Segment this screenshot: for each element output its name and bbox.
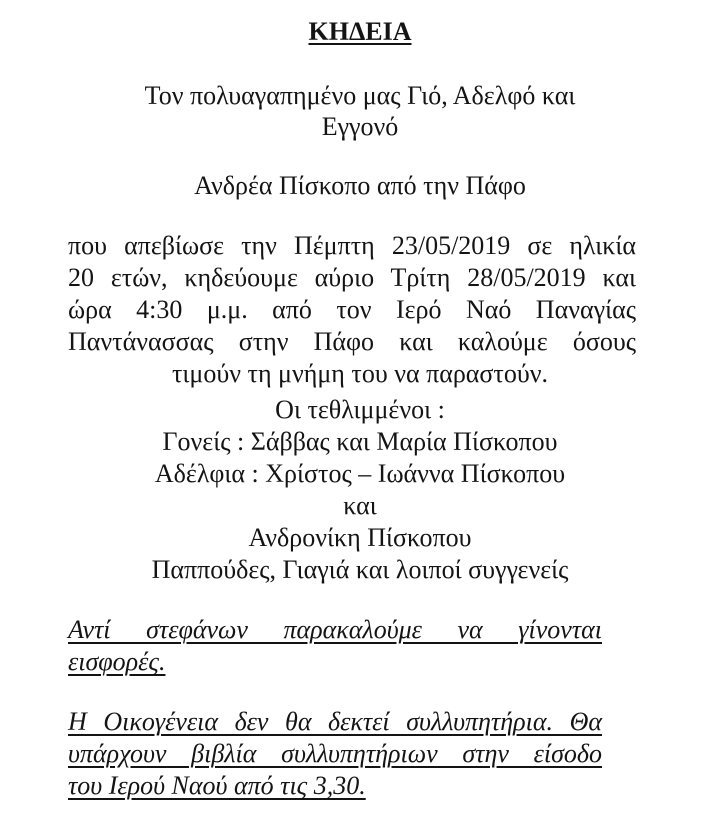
deceased-name-line: Ανδρέα Πίσκοπο από την Πάφο: [194, 171, 526, 200]
condolence-note-line-3: του Ιερού Ναού από τις 3,30.: [68, 771, 366, 800]
notice-title: ΚΗΔΕΙΑ: [308, 17, 412, 46]
mourners-parents: Γονείς : Σάββας και Μαρία Πίσκοπου: [162, 427, 558, 456]
wreath-note-line-2: εισφορές.: [68, 647, 166, 676]
intro-line-1: Τον πολυαγαπημένο μας Γιό, Αδελφό και: [144, 81, 576, 110]
mourners-sibling-extra: Ανδρονίκη Πίσκοπου: [248, 523, 472, 552]
intro-line-2: Εγγονό: [321, 112, 399, 141]
mourners-and: και: [343, 491, 377, 520]
announcement-line-5: τιμούν τη μνήμη του να παραστούν.: [171, 359, 549, 388]
mourners-others: Παππούδες, Γιαγιά και λοιποί συγγενείς: [151, 555, 569, 584]
condolence-note-line-1: Η Οικογένεια δεν θα δεκτεί συλλυπητήρια. Θα: [68, 707, 602, 736]
announcement-line-1: που απεβίωσε την Πέμπτη 23/05/2019 σε ηλικία: [68, 231, 636, 260]
mourners-siblings: Αδέλφια : Χρίστος – Ιωάννα Πίσκοπου: [154, 459, 566, 488]
announcement-line-3: ώρα 4:30 μ.μ. από τον Ιερό Ναό Παναγίας: [68, 295, 636, 324]
announcement-line-4: Παντάνασσας στην Πάφο και καλούμε όσους: [68, 327, 636, 356]
announcement-line-2: 20 ετών, κηδεύουμε αύριο Τρίτη 28/05/2019 και: [68, 263, 636, 292]
wreath-note-line-1: Αντί στεφάνων παρακαλούμε να γίνονται: [68, 615, 602, 644]
condolence-note-line-2: υπάρχουν βιβλία συλλυπητήριων στην είσοδο: [68, 739, 602, 768]
mourners-heading: Οι τεθλιμμένοι :: [275, 395, 445, 424]
